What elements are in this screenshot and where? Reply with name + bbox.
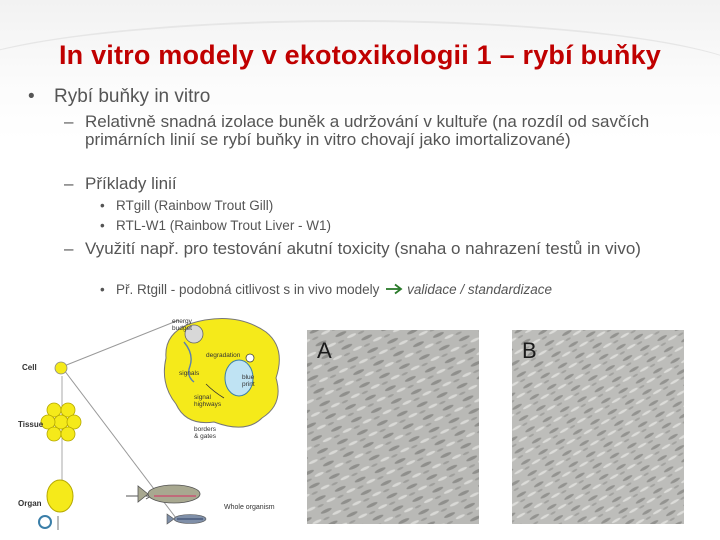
subbullet-text: Příklady linií (85, 174, 177, 193)
micrograph-a-label: A (317, 338, 332, 363)
label-cell: Cell (22, 363, 37, 372)
dash-marker: – (64, 112, 74, 131)
cell-part-print: print (242, 381, 255, 388)
bullet-dot: • (100, 198, 105, 213)
cell-part-highways: highways (194, 401, 222, 408)
micrograph-b-image (512, 330, 684, 524)
cell-part-degradation: degradation (206, 352, 241, 359)
micrograph-b (512, 330, 684, 524)
example-prefix: Př. Rtgill - podobná citlivost s in vivo modely (116, 282, 380, 297)
diagram-graphic (14, 312, 292, 534)
dash-marker: – (64, 174, 74, 193)
cell-part-budget: budget (172, 325, 192, 332)
bullet-dot: • (100, 218, 105, 233)
label-tissue: Tissue (18, 420, 44, 429)
cell-line-text: RTgill (Rainbow Trout Gill) (116, 198, 274, 213)
bullet-dot: • (28, 86, 35, 107)
subbullet-text: Relativně snadná izolace buněk a udržování v kultuře (na rozdíl od savčích primárních linií se rybí buňky in vitro chovají jako imortalizované) (85, 112, 650, 149)
bullet-text: Rybí buňky in vitro (54, 86, 211, 107)
slide-title: In vitro modely v ekotoxikologii 1 – rybí buňky (58, 40, 662, 70)
organisation-diagram (14, 312, 292, 534)
example-text (116, 282, 552, 297)
micrograph-a-image (307, 330, 479, 524)
micrograph-b-label: B (522, 338, 537, 363)
bullet-dot: • (100, 282, 105, 297)
cell-part-signal: signal (194, 394, 211, 401)
cell-part-gates: & gates (194, 433, 217, 440)
dash-marker: – (64, 239, 74, 258)
cell-part-energy: energy (172, 318, 192, 325)
label-organ: Organ (18, 499, 42, 508)
label-whole-organism: Whole organism (224, 504, 275, 511)
arrow-right-icon (385, 283, 405, 295)
micrograph-a (307, 330, 479, 524)
example-italic: validace / standardizace (407, 282, 552, 297)
footer-logo (36, 512, 96, 532)
cell-part-blue: blue (242, 374, 255, 381)
cell-part-signals: signals (179, 370, 200, 377)
subbullet-text: Využití např. pro testování akutní toxicity (snaha o nahrazení testů in vivo) (85, 239, 641, 258)
cell-line-text: RTL-W1 (Rainbow Trout Liver - W1) (116, 218, 332, 233)
cell-part-borders: borders (194, 426, 217, 433)
logo-icon (36, 512, 96, 532)
